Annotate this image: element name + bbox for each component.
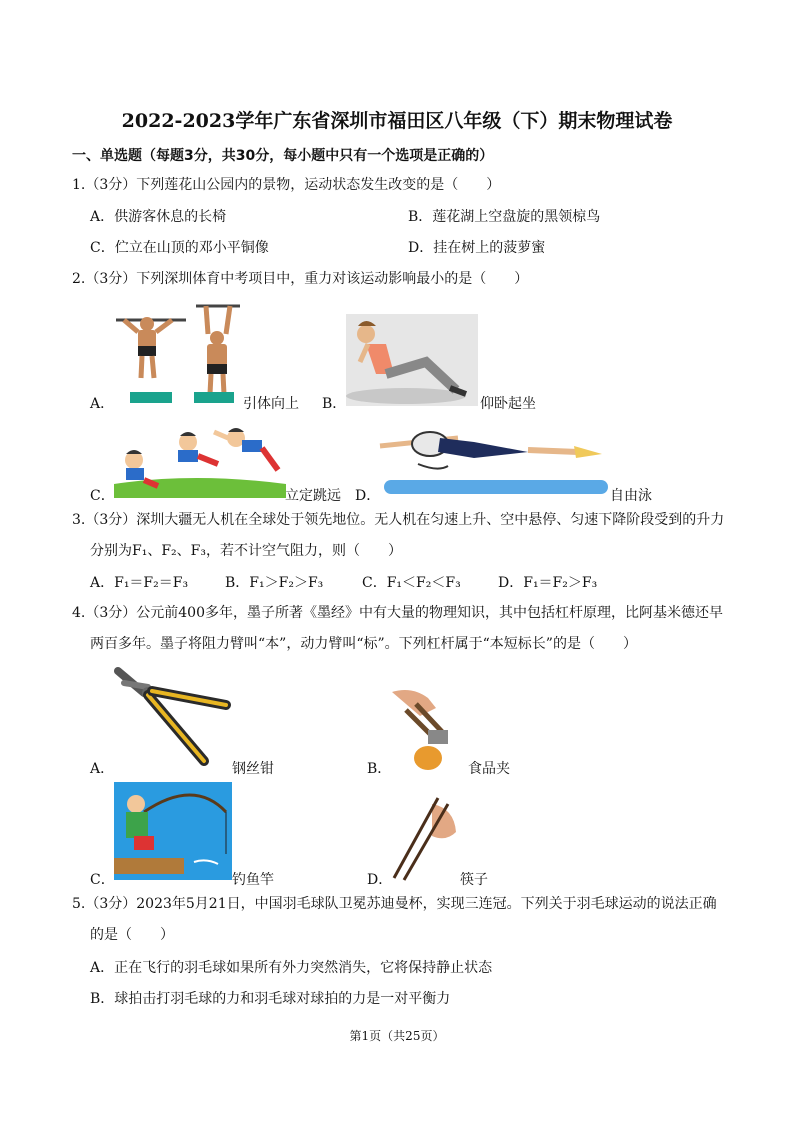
question-1-stem: 1.（3分）下列莲花山公园内的景物，运动状态发生改变的是（ ） xyxy=(72,177,501,193)
question-2-option-c: C． xyxy=(90,488,115,504)
question-3-option-a: A．F₁＝F₂＝F₃ xyxy=(90,575,189,591)
food-tongs-image xyxy=(386,686,460,772)
question-4-option-c: C． xyxy=(90,872,115,888)
question-5-line-1: 5.（3分）2023年5月21日，中国羽毛球队卫冕苏迪曼杯，实现三连冠。下列关于羽毛球运动的说法正确 xyxy=(72,896,717,912)
question-3-option-c: C．F₁＜F₂＜F₃ xyxy=(362,575,461,591)
question-1-option-c: C．伫立在山顶的邓小平铜像 xyxy=(90,240,269,256)
question-2-stem: 2.（3分）下列深圳体育中考项目中，重力对该运动影响最小的是（ ） xyxy=(72,271,529,287)
question-4-option-d: D． xyxy=(367,872,393,888)
long-jump-image xyxy=(114,424,286,498)
question-4-caption-c: 钓鱼竿 xyxy=(232,872,274,888)
question-2-caption-a: 引体向上 xyxy=(243,396,299,412)
question-3-option-b: B．F₁＞F₂＞F₃ xyxy=(225,575,324,591)
question-1-option-a: A．供游客休息的长椅 xyxy=(90,209,227,225)
fishing-rod-image xyxy=(114,782,232,880)
question-3-line-1: 3.（3分）深圳大疆无人机在全球处于领先地位。无人机在匀速上升、空中悬停、匀速下降阶段受到的升力 xyxy=(72,512,725,528)
question-5-option-a: A．正在飞行的羽毛球如果所有外力突然消失，它将保持静止状态 xyxy=(90,960,493,976)
question-5-option-b: B．球拍击打羽毛球的力和羽毛球对球拍的力是一对平衡力 xyxy=(90,991,451,1007)
question-1-option-b: B．莲花湖上空盘旋的黑领椋鸟 xyxy=(408,209,601,225)
question-4-line-1: 4.（3分）公元前400多年，墨子所著《墨经》中有大量的物理知识，其中包括杠杆原理，比阿基米德还早 xyxy=(72,605,723,621)
question-2-caption-d: 自由泳 xyxy=(610,488,652,504)
question-4-caption-a: 钢丝钳 xyxy=(232,761,274,777)
question-4-option-b: B． xyxy=(367,761,392,777)
question-2-option-d: D． xyxy=(355,488,381,504)
question-4-caption-d: 筷子 xyxy=(460,872,488,888)
question-2-option-a: A． xyxy=(90,396,115,412)
question-1-option-d: D．挂在树上的菠萝蜜 xyxy=(408,240,546,256)
section-heading: 一、单选题（每题3分，共30分，每小题中只有一个选项是正确的） xyxy=(72,148,494,164)
pull-up-image xyxy=(114,302,242,404)
page-title: 2022-2023学年广东省深圳市福田区八年级（下）期末物理试卷 xyxy=(121,110,673,132)
chopsticks-image xyxy=(388,790,462,882)
page-footer: 第1页（共25页） xyxy=(349,1029,445,1043)
question-4-option-a: A． xyxy=(90,761,115,777)
question-4-line-2: 两百多年。墨子将阻力臂叫“本”，动力臂叫“标”。下列杠杆属于“本短标长”的是（ ） xyxy=(90,636,637,652)
sit-up-image xyxy=(346,314,478,406)
question-2-caption-b: 仰卧起坐 xyxy=(480,396,536,412)
question-5-line-2: 的是（ ） xyxy=(90,927,174,943)
question-4-caption-b: 食品夹 xyxy=(468,761,510,777)
question-2-option-b: B． xyxy=(322,396,347,412)
freestyle-swim-image xyxy=(378,422,608,498)
wire-pliers-image xyxy=(114,665,234,769)
question-3-option-d: D．F₁＝F₂＞F₃ xyxy=(498,575,598,591)
question-2-caption-c: 立定跳远 xyxy=(285,488,341,504)
question-3-line-2: 分别为F₁、F₂、F₃，若不计空气阻力，则（ ） xyxy=(90,543,402,559)
